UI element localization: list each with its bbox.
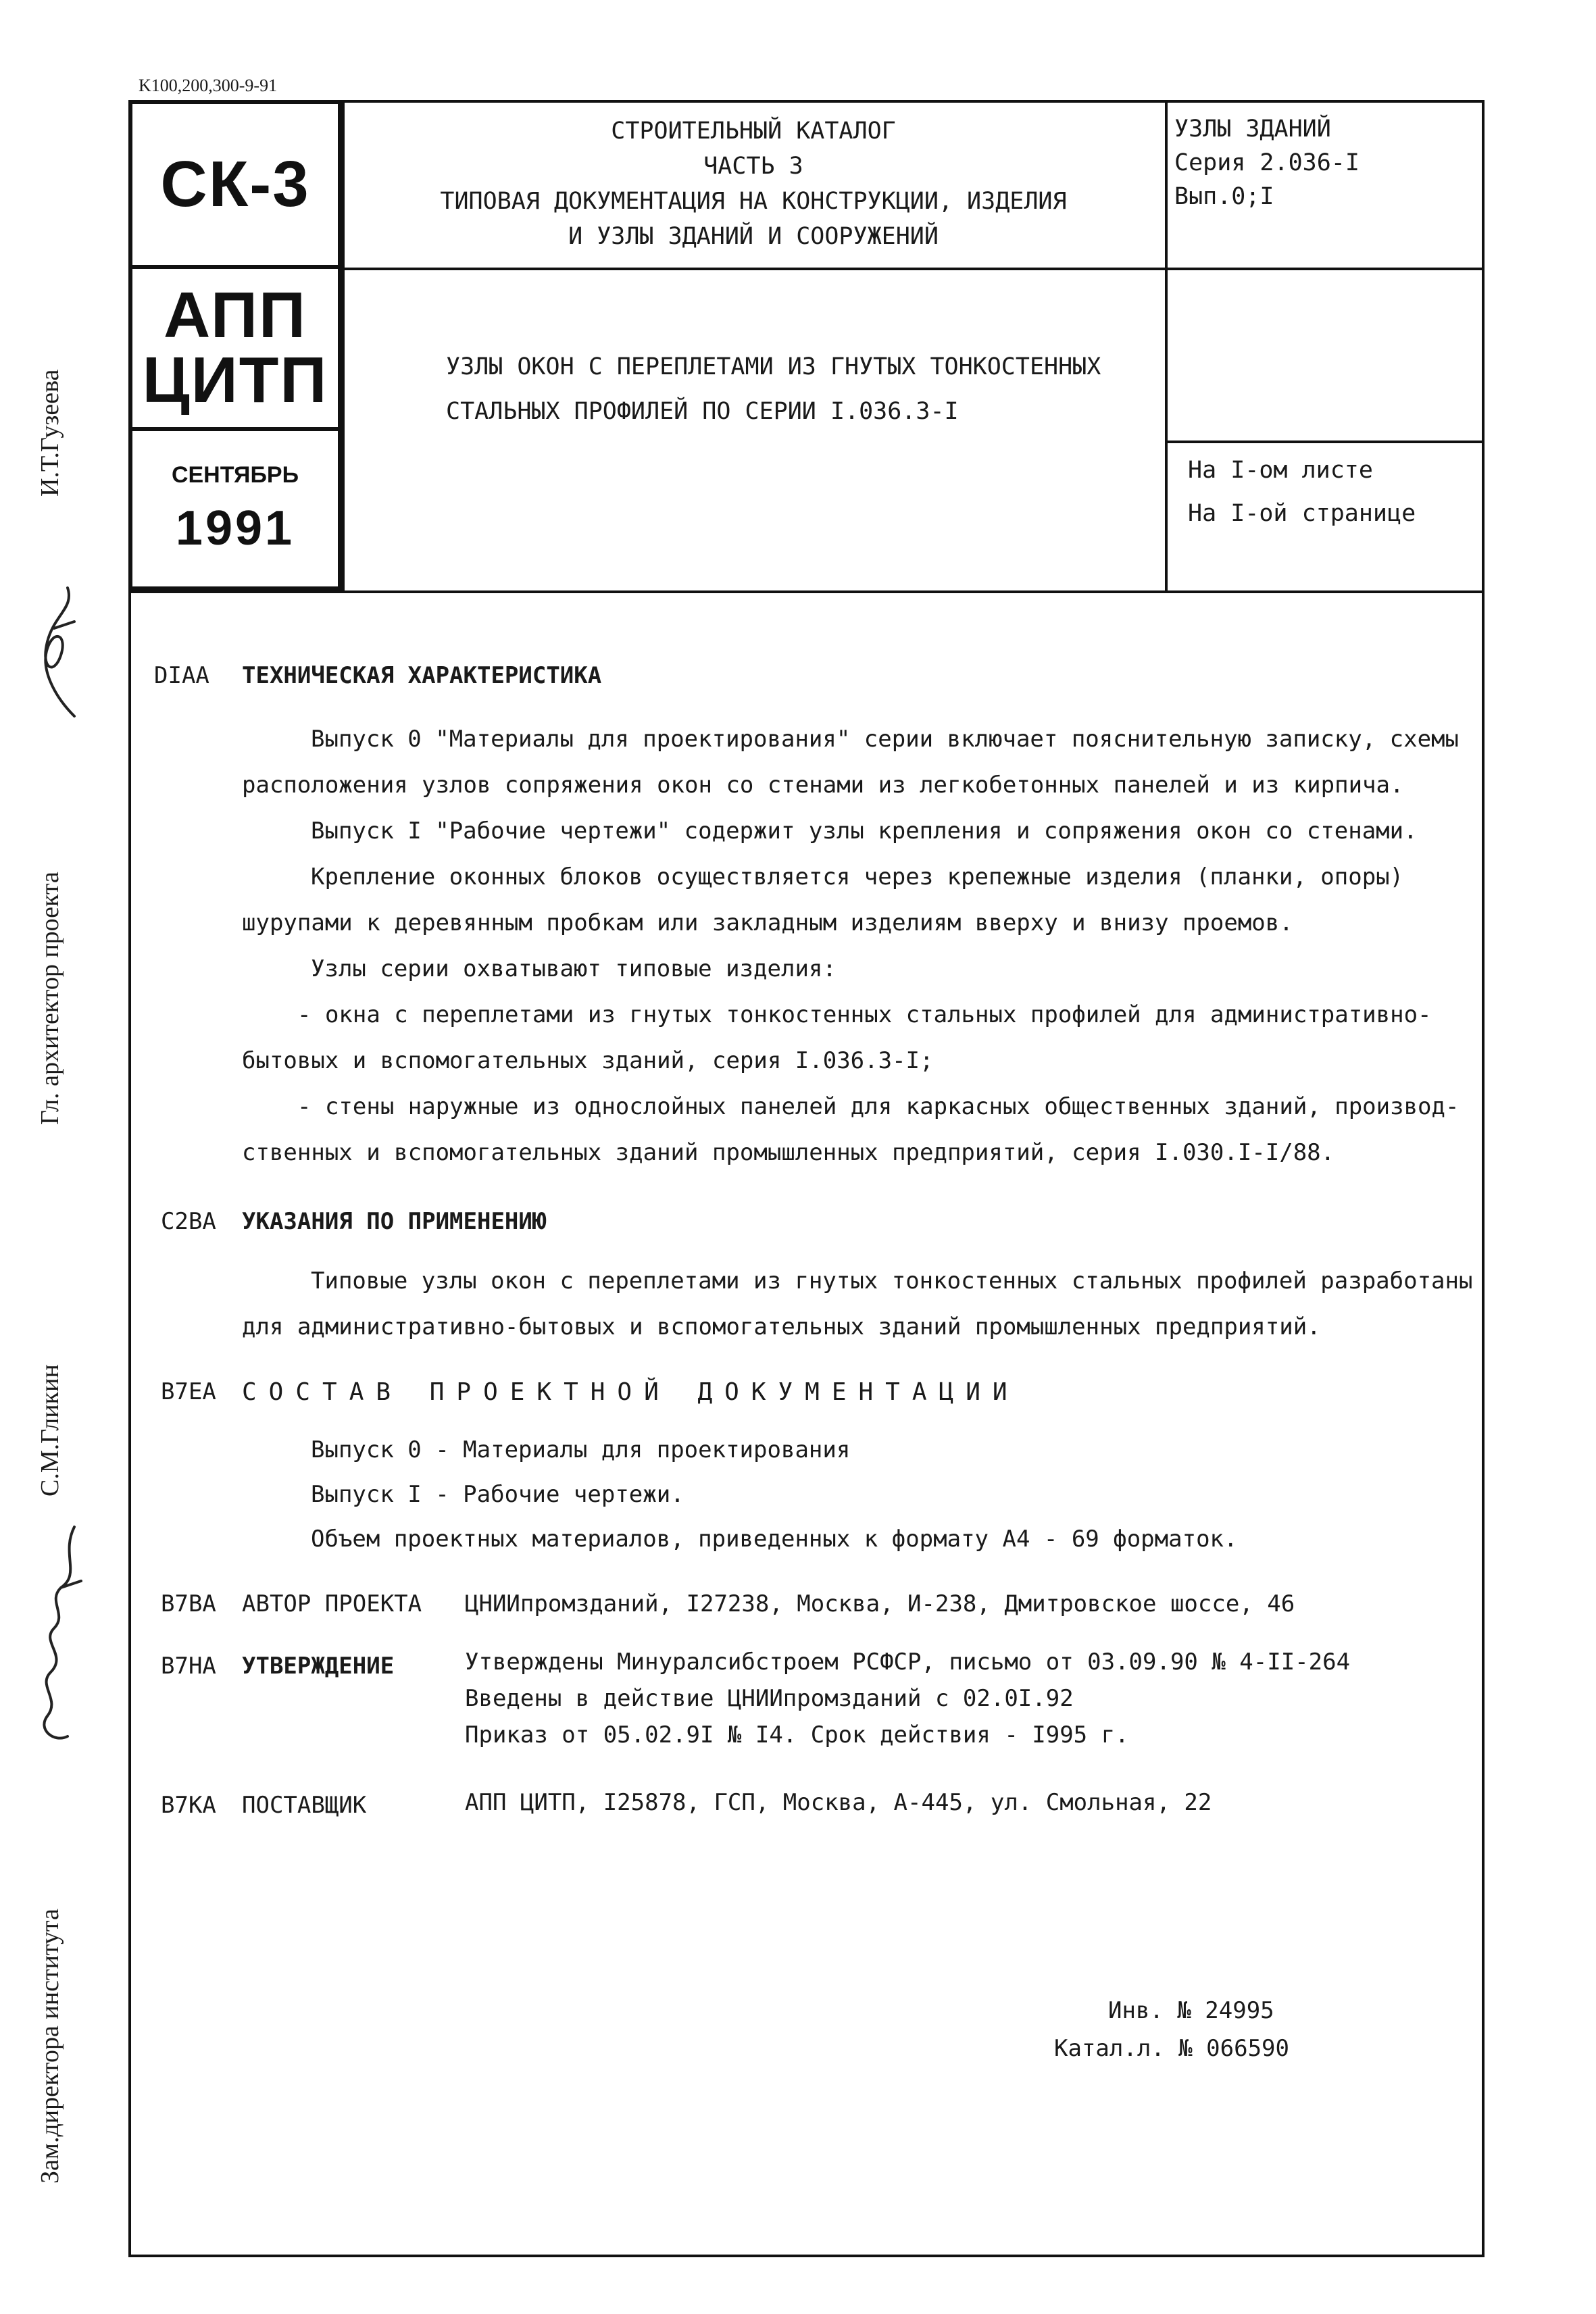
catalog-header-line: ЧАСТЬ 3 — [703, 153, 803, 180]
section-heading: СОСТАВ ПРОЕКТНОЙ ДОКУМЕНТАЦИИ — [242, 1378, 1020, 1406]
body-line: - окна с переплетами из гнутых тонкостенных стальных профилей для административно- — [297, 1001, 1432, 1028]
body-line: шурупами к деревянным пробкам или закладным изделиям вверху и внизу проемов. — [242, 909, 1293, 936]
page-count: На I-ой странице — [1188, 500, 1416, 527]
side-label-name2: С.М.Гликин — [36, 1364, 64, 1496]
body-line: для административно-бытовых и вспомогательных зданий промышленных предприятий. — [242, 1313, 1321, 1340]
series-info — [1174, 112, 1360, 213]
section-heading: ТЕХНИЧЕСКАЯ ХАРАКТЕРИСТИКА — [242, 662, 602, 689]
body-line: Выпуск I "Рабочие чертежи" содержит узлы крепления и сопряжения окон со стенами. — [311, 818, 1418, 845]
body-line: Выпуск 0 - Материалы для проектирования — [311, 1436, 851, 1463]
section-code: B7BA — [161, 1590, 216, 1617]
org-name-line2: ЦИТП — [142, 344, 328, 416]
series-mark: СК-3 — [160, 148, 310, 220]
body-line: Приказ от 05.02.9I № I4. Срок действия - I995 г. — [465, 1721, 1129, 1749]
date-box — [128, 427, 342, 590]
org-name-line1: АПП — [163, 279, 307, 351]
catalog-header — [345, 114, 1162, 254]
body-line: ЦНИИпромзданий, I27238, Москва, И-238, Дмитровское шоссе, 46 — [465, 1590, 1295, 1617]
section-code: C2BA — [161, 1208, 216, 1235]
body-line: Введены в действие ЦНИИпромзданий с 02.0I.92 — [465, 1685, 1074, 1712]
body-line: Выпуск 0 "Материалы для проектирования" серии включает пояснительную записку, схемы — [311, 726, 1459, 753]
body-line: АПП ЦИТП, I25878, ГСП, Москва, А-445, ул. Смольная, 22 — [465, 1789, 1212, 1816]
catalog-sheet-number: Катал.л. № 066590 — [1054, 2035, 1289, 2062]
signature-1 — [27, 568, 88, 730]
catalog-header-line: ТИПОВАЯ ДОКУМЕНТАЦИЯ НА КОНСТРУКЦИИ, ИЗДЕЛИЯ — [440, 188, 1067, 215]
signature-2 — [20, 1513, 95, 1757]
body-line: Выпуск I - Рабочие чертежи. — [311, 1481, 684, 1508]
issue-year: 1991 — [175, 501, 295, 555]
section-heading: УТВЕРЖДЕНИЕ — [242, 1653, 395, 1680]
document-code: K100,200,300-9-91 — [139, 76, 278, 95]
header-divider-mid — [327, 268, 1485, 270]
section-code: B7HA — [161, 1653, 216, 1680]
section-heading: ПОСТАВЩИК — [242, 1792, 367, 1819]
series-mark-box — [128, 100, 342, 269]
body-line: Крепление оконных блоков осуществляется через крепежные изделия (планки, опоры) — [311, 863, 1404, 890]
body-line: ственных и вспомогательных зданий промышленных предприятий, серия I.030.I-I/88. — [242, 1139, 1335, 1166]
header-divider-bottom — [131, 590, 1485, 593]
section-code: DIAA — [154, 662, 209, 689]
side-label-name1: И.Т.Гузеева — [36, 369, 64, 497]
body-line: Утверждены Минуралсибстроем РСФСР, письмо от 03.09.90 № 4-II-264 — [465, 1649, 1351, 1676]
section-heading: УКАЗАНИЯ ПО ПРИМЕНЕНИЮ — [242, 1208, 547, 1235]
section-heading: АВТОР ПРОЕКТА — [242, 1590, 422, 1617]
catalog-header-line: И УЗЛЫ ЗДАНИЙ И СООРУЖЕНИЙ — [568, 223, 939, 250]
body-line: расположения узлов сопряжения окон со стенами из легкобетонных панелей и из кирпича. — [242, 772, 1404, 799]
section-code: B7KA — [161, 1792, 216, 1819]
body-line: - стены наружные из однослойных панелей для каркасных общественных зданий, производ- — [297, 1093, 1460, 1120]
side-label-role1: Гл. архитектор проекта — [36, 872, 64, 1125]
catalog-header-line: СТРОИТЕЛЬНЫЙ КАТАЛОГ — [611, 118, 896, 145]
series-info-line: УЗЛЫ ЗДАНИЙ — [1174, 116, 1331, 143]
sheet-count: На I-ом листе — [1188, 457, 1373, 484]
body-line: Типовые узлы окон с переплетами из гнутых тонкостенных стальных профилей разработаны — [311, 1267, 1473, 1294]
section-code: B7EA — [161, 1378, 216, 1405]
issue-month: СЕНТЯБРЬ — [171, 461, 299, 488]
series-info-line: Вып.0;I — [1174, 183, 1274, 210]
body-line: Узлы серии охватывают типовые изделия: — [311, 955, 837, 982]
document-title — [446, 345, 1101, 434]
sheet-divider — [1165, 441, 1485, 443]
document-title-line: УЗЛЫ ОКОН С ПЕРЕПЛЕТАМИ ИЗ ГНУТЫХ ТОНКОСТЕННЫХ — [446, 353, 1101, 380]
body-line: бытовых и вспомогательных зданий, серия I.036.3-I; — [242, 1047, 934, 1074]
sheet-info — [1188, 449, 1416, 535]
header-right-divider — [1165, 103, 1168, 590]
side-label-role2: Зам.директора института — [36, 1909, 64, 2184]
document-title-line: СТАЛЬНЫХ ПРОФИЛЕЙ ПО СЕРИИ I.036.3-I — [446, 398, 959, 425]
body-line: Объем проектных материалов, приведенных к формату А4 - 69 форматок. — [311, 1526, 1238, 1553]
series-info-line: Серия 2.036-I — [1174, 149, 1360, 176]
org-box — [128, 265, 342, 431]
inventory-number: Инв. № 24995 — [1108, 1997, 1274, 2024]
